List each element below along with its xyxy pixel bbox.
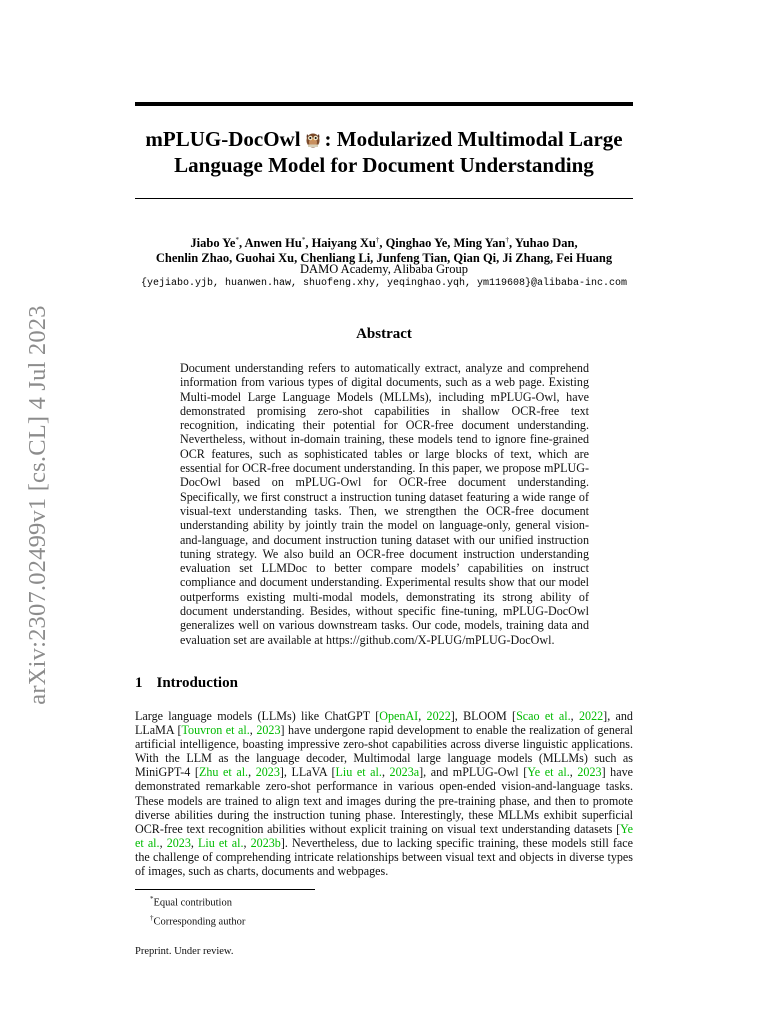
section-number: 1	[135, 675, 143, 691]
title-part-3: Language Model for Document Understanding	[174, 153, 594, 177]
intro-text: ,	[159, 835, 167, 850]
owl-logo-icon	[303, 129, 323, 149]
citation-link[interactable]: Liu et al.	[198, 835, 244, 850]
intro-text: ,	[249, 723, 257, 738]
author-emails: {yejiabo.yjb, huanwen.haw, shuofeng.xhy, yeqinghao.yqh, ym119608}@alibaba-inc.com	[140, 278, 628, 289]
title-bottom-rule	[135, 198, 633, 199]
section-heading-introduction	[135, 675, 238, 692]
intro-text: ,	[569, 765, 578, 780]
footnote-text: Corresponding author	[153, 916, 246, 928]
intro-text: ], LLaVA [	[279, 765, 336, 780]
footnote-rule	[135, 889, 315, 890]
citation-link[interactable]: Scao et al.	[516, 709, 571, 723]
footnote-mark: *	[150, 895, 154, 903]
citation-link[interactable]: 2023	[256, 723, 281, 738]
title-part-2: : Modularized Multimodal Large	[324, 127, 623, 151]
footnote	[150, 911, 245, 930]
affiliation: DAMO Academy, Alibaba Group	[300, 262, 468, 276]
citation-link[interactable]: Zhu et al.	[198, 765, 249, 780]
title-top-rule	[135, 102, 633, 106]
arxiv-identifier-stamp: arXiv:2307.02499v1 [cs.CL] 4 Jul 2023	[24, 305, 51, 705]
footnote-mark: †	[150, 914, 154, 922]
intro-text: ], and mPLUG-Owl [	[419, 765, 528, 780]
intro-text: ], and LLaMA [	[135, 709, 633, 738]
author-mark: *	[301, 236, 306, 244]
citation-link[interactable]: 2023b	[250, 835, 281, 850]
author-name: Yuhao Dan	[514, 236, 575, 251]
abstract-text: Document understanding refers to automatically extract, analyze and comprehend information from various types of digital documents, such as a web page. Existing Multi-model Large Language Models (MLLMs), including mPLUG-Owl, have demonstrated promising zero-shot capabilities in shallow OCR-free text recognition, indicating their potential for OCR-free document understanding. Nevertheless, without in-domain training, these models tend to ignore fine-grained OCR features, such as sophisticated tables or large blocks of text, which are essential for OCR-free document understanding. In this paper, we propose mPLUG-DocOwl based on mPLUG-Owl for OCR-free document understanding. Specifically, we first construct a instruction tuning dataset featuring a wide range of visual-text understanding tasks. Then, we strengthen the OCR-free document understanding ability by jointly train the model on language-only, general vision-and-language, and document instruction tuning dataset with our unified instruction tuning strategy. We also build an OCR-free document instruction understanding evaluation set LLMDoc to better compare models’ capabilities on instruct compliance and document understanding. Experimental results show that our model outperforms existing multi-modal models, demonstrating its strong ability of document understanding. Besides, without specific fine-tuning, mPLUG-DocOwl generalizes well on various downstream tasks. Our code, models, training data and evaluation set are available at https://github.com/X-PLUG/mPLUG-DocOwl.	[180, 361, 589, 647]
intro-text: ,	[381, 765, 390, 780]
preprint-notice: Preprint. Under review.	[135, 946, 234, 957]
intro-text: ,	[243, 835, 251, 850]
author-name: Anwen Hu	[244, 236, 302, 251]
citation-link[interactable]: 2022	[578, 709, 604, 723]
intro-text: ], BLOOM [	[450, 709, 517, 723]
intro-text: Large language models (LLMs) like ChatGPT [	[135, 709, 380, 723]
author-name: Ming Yan	[453, 236, 506, 251]
author-line-2: Chenlin Zhao, Guohai Xu, Chenliang Li, Junfeng Tian, Qian Qi, Ji Zhang, Fei Huang	[155, 251, 613, 266]
citation-link[interactable]: Liu et al.	[335, 765, 382, 780]
author-name: Qinghao Ye	[385, 236, 448, 251]
author-mark: †	[505, 236, 510, 244]
title-part-1: mPLUG-DocOwl	[145, 127, 301, 151]
introduction-paragraph	[135, 709, 633, 878]
author-line-1: Jiabo Ye*, Anwen Hu*, Haiyang Xu†, Qinghao Ye, Ming Yan†, Yuhao Dan,	[190, 236, 578, 251]
author-name: Haiyang Xu	[311, 236, 376, 251]
citation-link[interactable]: 2023a	[389, 765, 420, 780]
intro-text: ,	[248, 765, 256, 780]
citation-link[interactable]: Touvron et al.	[181, 723, 250, 738]
paper-title	[135, 126, 633, 178]
intro-text: ,	[190, 835, 199, 850]
author-mark: *	[235, 236, 239, 244]
intro-text: ]. Nevertheless, due to lacking specific training, these models still face the challenge of comprehending intricate relationships between visual text and objects in diverse types of images, such as charts, documents and webpages.	[135, 835, 634, 879]
intro-text: ] have undergone rapid development to enable the realization of general artificial intelligence, boasting impressive zero-shot capabilities across diverse linguistic applications. With the LLM as the language decoder, Multimodal large language models (MLLMs) such as MiniGPT-4 [	[135, 723, 633, 780]
citation-link[interactable]: OpenAI	[379, 709, 419, 723]
citation-link[interactable]: Ye et al.	[135, 821, 633, 850]
citation-link[interactable]: 2023	[577, 765, 602, 780]
citation-link[interactable]: 2022	[426, 709, 451, 723]
section-title: Introduction	[156, 675, 238, 691]
author-name: Jiabo Ye	[190, 236, 236, 251]
intro-text: ,	[418, 709, 427, 723]
citation-link[interactable]: 2023	[255, 765, 280, 780]
footnotes	[150, 892, 245, 930]
footnote	[150, 892, 245, 911]
intro-text: ] have demonstrated remarkable zero-shot performance in various open-ended vision-and-language tasks. These models are trained to align text and images during the pre-training phase, and then to promote diverse abilities during the instruction tuning phase. Interestingly, these MLLMs exhibit superficial OCR-free text recognition abilities without explicit training on visual text understanding datasets [	[135, 765, 633, 836]
footnote-text: Equal contribution	[153, 897, 232, 909]
abstract-heading: Abstract	[356, 326, 412, 342]
intro-text: ,	[570, 709, 579, 723]
citation-link[interactable]: Ye et al.	[527, 765, 570, 780]
citation-link[interactable]: 2023	[166, 835, 191, 850]
author-mark: †	[375, 236, 380, 244]
